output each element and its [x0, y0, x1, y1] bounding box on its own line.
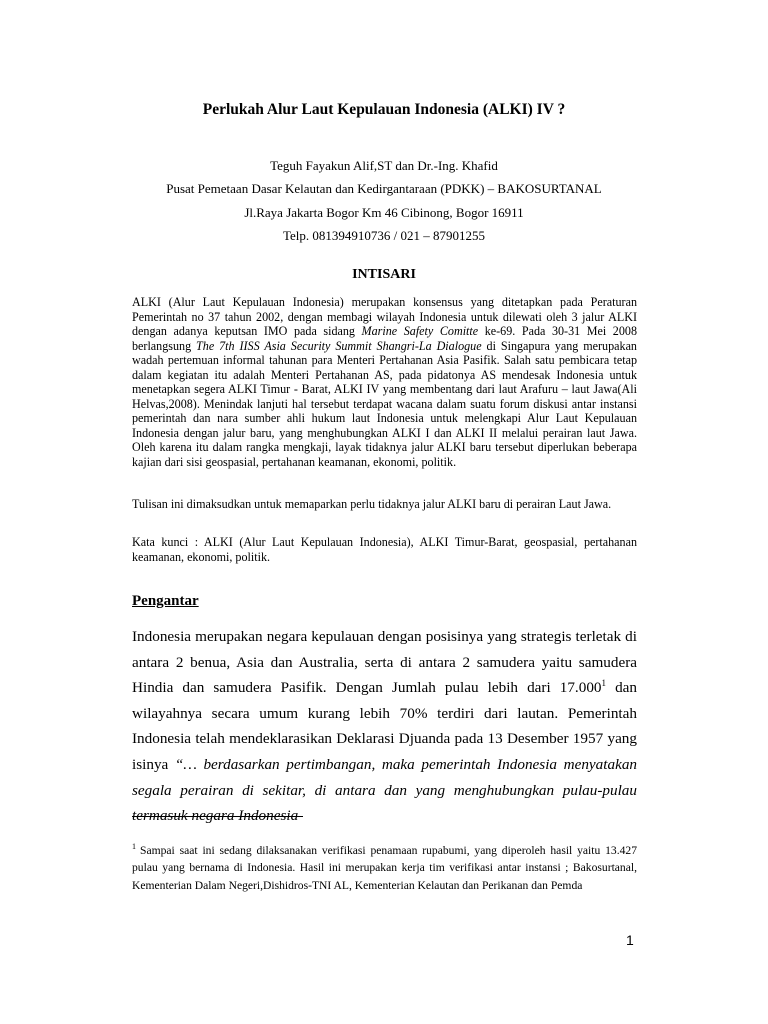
abstract-text: di Singapura yang merupakan wadah pertemuan informal tahunan para Menteri Pertahanan Asia Pasifik. Salah satu pembicara tetap dalam kegiatan itu adalah Menteri Pertahanan AS, pada pidatonya AS mendesak Indonesia untuk menetapkan segera ALKI Timur - Barat, ALKI IV yang membentang dari laut Arafuru – laut Jawa(Ali Helvas,2008). Menindak lanjuti hal tersebut terdapat wacana dalam suatu forum diskusi antar instansi pemerintah dan nara sumber ahli hukum laut Indonesia untuk melengkapi Alur Laut Kepulauan Indonesia dengan jalur baru, yang menghubungkan ALKI I dan ALKI II melalui perairan laut Jawa. Oleh karena itu dalam rangka mengkaji, layak tidaknya jalur ALKI baru tersebut diperlukan beberapa kajian dari sisi geospasial, pertahanan keamanan, ekonomi, politik.	[132, 338, 637, 470]
author-institution: Pusat Pemetaan Dasar Kelautan dan Kedirgantaraan (PDKK) – BAKOSURTANAL	[166, 181, 602, 196]
footnote-reference[interactable]: 1	[601, 678, 607, 689]
quotation-text: “… berdasarkan pertimbangan, maka pemerintah Indonesia menyatakan segala perairan di sekitar, di antara dan yang menghubungkan pulau-pulau termasuk negara Indonesia	[132, 755, 638, 825]
abstract-paragraph-2	[132, 497, 637, 512]
body-text: Indonesia merupakan negara kepulauan dengan posisinya yang strategis terletak di antara 2 benua, Asia dan Australia, serta di antara 2 samudera yaitu samudera Hindia dan samudera Pasifik. Dengan Jumlah pulau lebih dari 17.000	[132, 628, 637, 697]
author-names: Teguh Fayakun Alif,ST dan Dr.-Ing. Khafid	[270, 158, 498, 173]
abstract-paragraph-1	[132, 295, 637, 470]
abstract-heading: INTISARI	[352, 267, 416, 282]
body-paragraph	[132, 624, 637, 829]
body-text: dan wilayahnya secara umum kurang lebih 70% terdiri dari lautan. Pemerintah Indonesia telah mendeklarasikan Deklarasi Djuanda pada 13 Desember 1957 yang isinya	[132, 679, 637, 773]
abstract-keywords	[132, 535, 637, 564]
footnote-mark: 1	[132, 842, 136, 852]
footnote-separator	[132, 816, 303, 817]
abstract-italic-text: The 7th IISS Asia Security Summit Shangri-La Dialogue	[196, 338, 482, 353]
section-heading: Pengantar	[132, 593, 199, 609]
footnote-text: Sampai saat ini sedang dilaksanakan verifikasi penamaan rupabumi, yang diperoleh hasil yaitu 13.427 pulau yang bernama di Indonesia. Hasil ini merupakan kerja tim verifikasi antar instansi ; Bakosurtanal, Kementerian Dalam Negeri,Dishidros-TNI AL, Kementerian Kelautan dan Perikanan dan Pemda	[132, 844, 637, 892]
author-address: Jl.Raya Jakarta Bogor Km 46 Cibinong, Bogor 16911	[244, 205, 524, 220]
abstract-text: ke-69. Pada 30-31 Mei 2008 berlangsung	[132, 324, 637, 353]
abstract-italic-text: Marine Safety Comitte	[361, 324, 479, 339]
page-number: 1	[626, 932, 634, 948]
author-phone: Telp. 081394910736 / 021 – 87901255	[282, 228, 486, 243]
abstract-text: ALKI (Alur Laut Kepulauan Indonesia) merupakan konsensus yang ditetapkan pada Peraturan Pemerintah no 37 tahun 2002, dengan membagi wilayah Indonesia untuk dilewati oleh 3 jalur ALKI dengan adanya keputsan IMO pada sidang	[132, 295, 637, 339]
abstract-purpose: Tulisan ini dimaksudkan untuk memaparkan perlu tidaknya jalur ALKI baru di perairan Laut Jawa.	[132, 497, 612, 511]
footnote	[132, 842, 637, 894]
paper-title: Perlukah Alur Laut Kepulauan Indonesia (ALKI) IV ?	[202, 101, 566, 118]
keywords-text: Kata kunci : ALKI (Alur Laut Kepulauan Indonesia), ALKI Timur-Barat, geospasial, pertahanan keamanan, ekonomi, politik.	[132, 535, 637, 564]
